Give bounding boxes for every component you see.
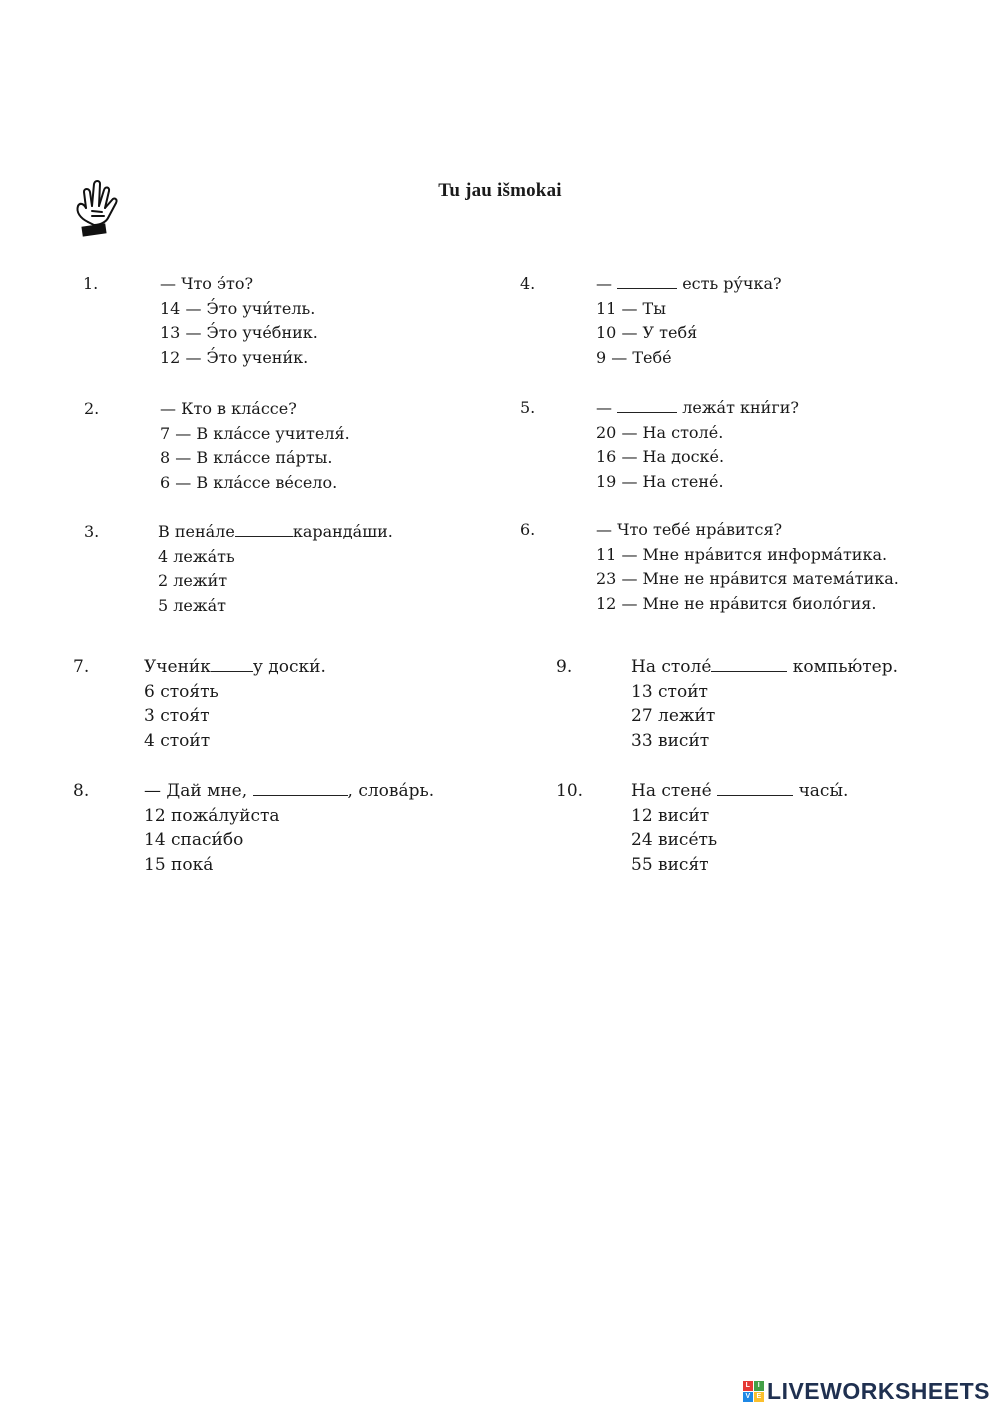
question-prompt: — Что э́то? [160, 274, 254, 293]
answer-option[interactable]: 20 — На столе́. [596, 422, 724, 442]
answer-blank[interactable] [253, 779, 348, 796]
answer-blank[interactable] [717, 779, 793, 796]
answer-option[interactable]: 10 — У тебя́ [596, 323, 698, 342]
answer-option[interactable]: 6 стоя́ть [144, 681, 219, 702]
question-prompt: — Что тебе́ нра́вится? [596, 520, 783, 539]
liveworksheets-brand[interactable] [743, 1378, 990, 1405]
question-prompt: В пена́ле каранда́ши. [158, 522, 393, 541]
answer-option[interactable]: 14 — Э́то учи́тель. [160, 298, 316, 318]
question-prompt: Учени́к у доски́. [144, 657, 326, 677]
answer-option[interactable]: 13 стои́т [631, 681, 708, 702]
answer-blank[interactable] [711, 655, 787, 672]
logo-letter: L [743, 1381, 753, 1391]
answer-blank[interactable] [235, 520, 293, 537]
question-number: 2. [84, 399, 100, 418]
question-number: 10. [556, 781, 584, 801]
answer-blank[interactable] [617, 396, 677, 413]
question-prompt: — Кто в кла́ссе? [160, 399, 297, 418]
answer-option[interactable]: 12 пожа́луйста [144, 805, 280, 826]
answer-option[interactable]: 27 лежи́т [631, 706, 716, 726]
question-number: 4. [520, 274, 536, 293]
answer-option[interactable]: 16 — На доске́. [596, 447, 725, 466]
question-number: 7. [73, 657, 90, 677]
question-number: 9. [556, 657, 573, 677]
answer-option[interactable]: 14 спаси́бо [144, 830, 244, 850]
answer-option[interactable]: 5 лежа́т [158, 595, 227, 615]
answer-option[interactable]: 4 стои́т [144, 730, 211, 751]
answer-option[interactable]: 55 вися́т [631, 854, 709, 875]
liveworksheets-logo-icon [743, 1381, 764, 1402]
answer-option[interactable]: 4 лежа́ть [158, 546, 235, 566]
answer-option[interactable]: 11 — Мне нра́вится информа́тика. [596, 544, 888, 564]
answer-option[interactable]: 33 виси́т [631, 730, 710, 751]
answer-option[interactable]: 6 — В кла́ссе ве́село. [160, 472, 338, 492]
page-title: Tu jau išmokai [438, 180, 562, 201]
answer-blank[interactable] [617, 272, 677, 289]
question-number: 3. [84, 522, 100, 541]
question-number: 6. [520, 520, 536, 539]
answer-option[interactable]: 23 — Мне не нра́вится матема́тика. [596, 569, 899, 588]
answer-option[interactable]: 12 — Мне не нра́вится биоло́гия. [596, 593, 877, 613]
question-number: 5. [520, 398, 536, 417]
logo-letter: V [743, 1392, 753, 1402]
answer-option[interactable]: 24 висе́ть [631, 830, 718, 850]
brand-name: LIVEWORKSHEETS [767, 1378, 990, 1404]
answer-option[interactable]: 15 пока́ [144, 854, 214, 875]
answer-option[interactable]: 19 — На стене́. [596, 471, 724, 491]
question-prompt: — Дай мне, , слова́рь. [144, 781, 435, 801]
answer-option[interactable]: 13 — Э́то уче́бник. [160, 323, 318, 342]
answer-blank[interactable] [211, 655, 253, 672]
answer-option[interactable]: 11 — Ты [596, 298, 666, 318]
logo-letter: I [754, 1381, 764, 1391]
answer-option[interactable]: 2 лежи́т [158, 571, 228, 590]
question-number: 8. [73, 781, 90, 801]
pointing-hand-icon [70, 178, 126, 244]
logo-letter: E [754, 1392, 764, 1402]
answer-option[interactable]: 8 — В кла́ссе па́рты. [160, 448, 333, 467]
answer-option[interactable]: 12 — Э́то учени́к. [160, 347, 309, 367]
question-prompt: — есть ру́чка? [596, 274, 782, 293]
question-number: 1. [83, 274, 99, 293]
answer-option[interactable]: 7 — В кла́ссе учителя́. [160, 423, 350, 443]
answer-option[interactable]: 9 — Тебе́ [596, 347, 672, 367]
answer-option[interactable]: 3 стоя́т [144, 706, 210, 726]
question-prompt: На столе́ компью́тер. [631, 657, 899, 677]
question-prompt: — лежа́т кни́ги? [596, 398, 799, 417]
question-prompt: На стене́ часы́. [631, 781, 849, 801]
answer-option[interactable]: 12 виси́т [631, 805, 710, 826]
